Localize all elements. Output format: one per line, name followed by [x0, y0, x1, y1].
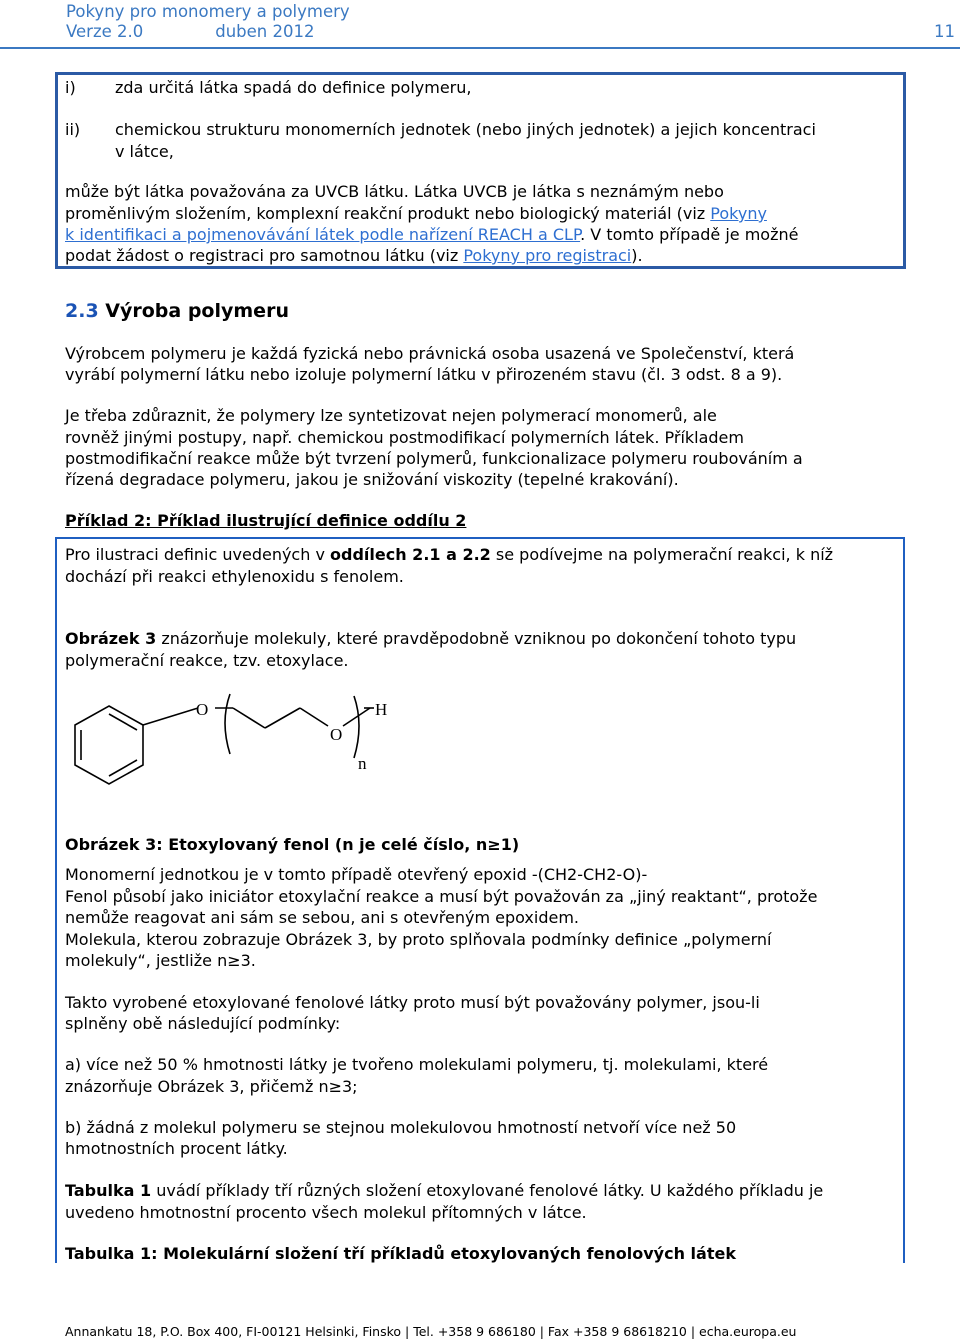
list-item-ii-line2: v látce,	[115, 142, 174, 161]
box-paragraph-line2	[65, 203, 767, 225]
condition-b-line1: b) žádná z molekul polymeru se stejnou molekulovou hmotností netvoří více než 50	[65, 1118, 737, 1137]
box-paragraph-line3	[65, 224, 798, 246]
example-text: znázorňuje molekuly, které pravděpodobně vzniknou po dokončení tohoto typu	[156, 629, 797, 648]
example-line4: Molekula, kterou zobrazuje Obrázek 3, by proto splňovala podmínky definice „polymerní	[65, 930, 772, 949]
link-registration-guide[interactable]: Pokyny pro registraci	[463, 246, 632, 265]
section-number: 2.3	[65, 300, 99, 322]
example-bold-ref: oddílech 2.1 a 2.2	[330, 545, 491, 564]
page-number: 11	[934, 22, 955, 41]
condition-a-line1: a) více než 50 % hmotnosti látky je tvořeno molekulami polymeru, tj. molekulami, které	[65, 1055, 769, 1074]
figure-caption: Obrázek 3: Etoxylovaný fenol (n je celé číslo, n≥1)	[65, 835, 520, 854]
figure-reference-line1	[65, 628, 796, 650]
box-paragraph-text: ).	[631, 246, 643, 265]
section-title: Výroba polymeru	[98, 300, 289, 322]
example-line1: Monomerní jednotkou je v tomto případě otevřený epoxid -(CH2-CH2-O)-	[65, 865, 648, 884]
benzene-ring	[75, 706, 143, 784]
link-substance-identification-guide-cont[interactable]: k identifikaci a pojmenovávání látek podle nařízení REACH a CLP	[65, 225, 581, 244]
document-title: Pokyny pro monomery a polymery	[66, 2, 350, 21]
box-paragraph-text: proměnlivým složením, komplexní reakční produkt nebo biologický materiál (viz	[65, 204, 711, 223]
figure-reference-line2: polymerační reakce, tzv. etoxylace.	[65, 651, 349, 670]
oxygen-atom-2: O	[330, 725, 343, 744]
example-text: uvádí příklady tří různých složení etoxylované fenolové látky. U každého příkladu je	[151, 1181, 824, 1200]
section-para2-line1: Je třeba zdůraznit, že polymery lze syntetizovat nejen polymerací monomerů, ale	[65, 406, 717, 425]
table-reference-line1	[65, 1180, 823, 1202]
figure-reference-bold: Obrázek 3	[65, 629, 157, 648]
table-reference-line2: uvedeno hmotnostní procento všech molekul přítomných v látce.	[65, 1203, 587, 1222]
oxygen-atom-1: O	[196, 700, 209, 719]
table-caption: Tabulka 1: Molekulární složení tří příkladů etoxylovaných fenolových látek	[65, 1244, 736, 1263]
example-line5: molekuly“, jestliže n≥3.	[65, 951, 256, 970]
section-para1-line1: Výrobcem polymeru je každá fyzická nebo právnická osoba usazená ve Společenství, která	[65, 344, 795, 363]
list-label-i: i)	[65, 78, 76, 97]
section-para2-line4: řízená degradace polymeru, jakou je snižování viskozity (tepelné krakování).	[65, 470, 679, 489]
list-item-ii-line1: chemickou strukturu monomerních jednotek (nebo jiných jednotek) a jejich koncentraci	[115, 120, 816, 139]
document-version-line	[66, 22, 315, 41]
condition-b-line2: hmotnostních procent látky.	[65, 1139, 288, 1158]
example-text: se podívejme na polymerační reakci, k níž	[490, 545, 834, 564]
example-line6: Takto vyrobené etoxylované fenolové látky proto musí být považovány polymer, jsou-li	[65, 993, 760, 1012]
condition-a-line2: znázorňuje Obrázek 3, přičemž n≥3;	[65, 1077, 358, 1096]
date: duben 2012	[215, 22, 315, 41]
box-paragraph-text: . V tomto případě je možné	[580, 225, 799, 244]
repeat-unit-n: n	[358, 754, 367, 773]
box-top-border	[55, 72, 906, 75]
section-para2-line3: postmodifikační reakce může být tvrzení polymerů, funkcionalizace polymeru roubováním a	[65, 449, 803, 468]
example-line2: Fenol působí jako iniciátor etoxylační reakce a musí být považován za „jiný reaktant“, protože	[65, 887, 818, 906]
example-intro-line1	[65, 544, 833, 566]
box-paragraph-line4	[65, 245, 643, 267]
footer-address: Annankatu 18, P.O. Box 400, FI-00121 Helsinki, Finsko | Tel. +358 9 686180 | Fax +358 9 68618210 | echa.europa.eu	[65, 1324, 797, 1339]
ethoxylated-phenol-structure	[60, 688, 480, 818]
example-text: Pro ilustraci definic uvedených v	[65, 545, 331, 564]
example-intro-line2: dochází při reakci ethylenoxidu s fenolem.	[65, 567, 404, 586]
example-line7: splněny obě následující podmínky:	[65, 1014, 341, 1033]
list-item-i: zda určitá látka spadá do definice polymeru,	[115, 78, 472, 97]
link-substance-identification-guide[interactable]: Pokyny	[710, 204, 767, 223]
version: Verze 2.0	[66, 22, 144, 41]
table-reference-bold: Tabulka 1	[65, 1181, 152, 1200]
section-heading	[65, 300, 289, 322]
hydrogen-atom: H	[375, 700, 388, 719]
example-line3: nemůže reagovat ani sám se sebou, ani s otevřeným epoxidem.	[65, 908, 579, 927]
example-heading: Příklad 2: Příklad ilustrující definice oddílu 2	[65, 511, 467, 530]
header-divider	[0, 47, 960, 49]
list-label-ii: ii)	[65, 120, 81, 139]
box-paragraph-line1: může být látka považována za UVCB látku. Látka UVCB je látka s neznámým nebo	[65, 182, 724, 201]
section-para2-line2: rovněž jinými postupy, např. chemickou postmodifikací polymerních látek. Příkladem	[65, 428, 744, 447]
box-paragraph-text: podat žádost o registraci pro samotnou látku (viz	[65, 246, 464, 265]
section-para1-line2: vyrábí polymerní látku nebo izoluje polymerní látku v přirozeném stavu (čl. 3 odst. 8 a 9).	[65, 365, 783, 384]
